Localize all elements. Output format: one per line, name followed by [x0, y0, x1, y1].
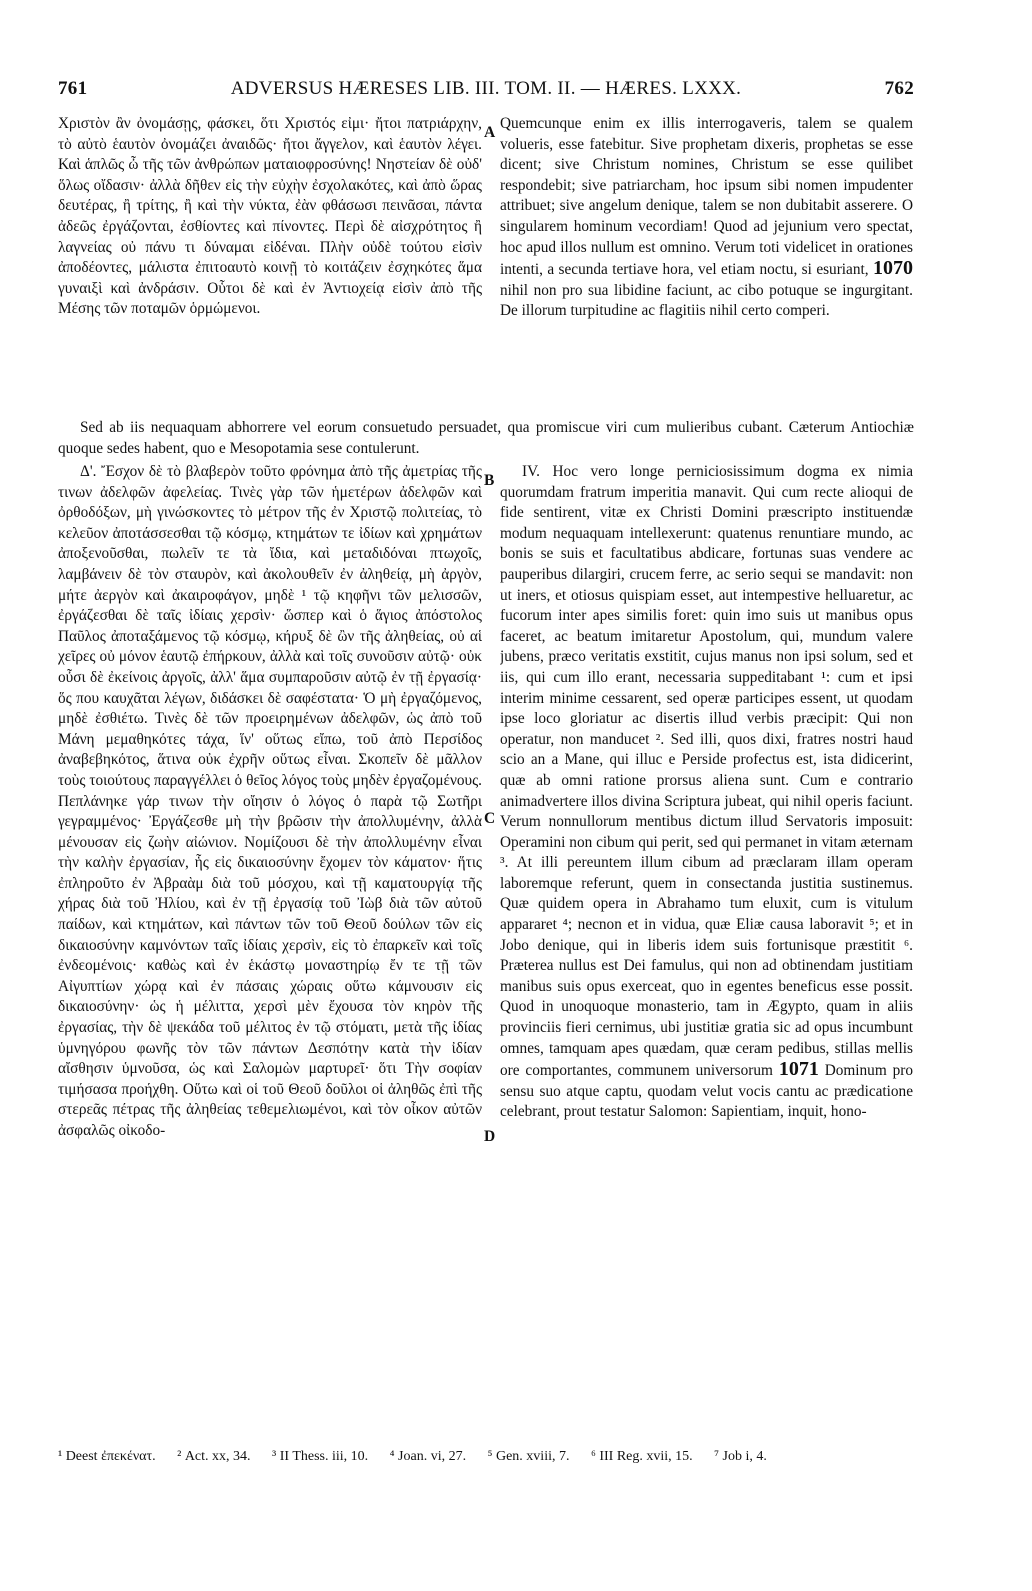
migne-column-number-1071: 1071 — [778, 1058, 819, 1081]
migne-column-number-1070: 1070 — [873, 257, 913, 280]
latin-full-width-paragraph: Sed ab iis nequaquam abhorrere vel eorum consuetudo persuadet, qua promiscue viri cum mulieribus cubant. Cæterum Antiochiæ quoque sedes habent, quo e Mesopotamia sese contulerunt. — [58, 419, 914, 457]
margin-marker-d: D — [484, 1128, 496, 1145]
page-number-right: 762 — [884, 78, 914, 99]
latin-top-text-2: nihil non pro sua libidine faciunt, ac cibo potuque se ingurgitant. De illorum turpitudine ac flagitiis nihil certo comperi. — [500, 281, 913, 320]
latin-main-text-2: Dominum pro sensu suo atque captu, quodam velut vocis cantu ac prædicatione celebrant, prout testatur Salomon: Sapientiam, inquit, hono- — [500, 1062, 913, 1121]
latin-column-top — [500, 114, 913, 416]
latin-main-text-1: IV. Hoc vero longe perniciosissimum dogma ex nimia quorumdam fratrum imperitia manavit. Qui cum recte alioqui de fide sentirent, vitæ ex Christi Domini præscripto instituendæ modum nequaquam intellexerunt: quatenus renuntiare mundo, ac bonis se suis et facultatibus abdicare, fortunas suas vendere ac pauperibus dilargiri, crucem ferre, ac serio sequi se mandavit: non ut iners, et otiosus quispiam esset, aut intempestive helluaretur, ac fucorum inter apes similis foret: quin imo suis ut manibus opus faceret, ac beatum imitaretur Apostolum, qui, mundum valere jubens, præco veritatis exstitit, cujus manus non ipsi solum, sed et iis, qui cum illo erant, necessaria suppeditabant ¹: cum et ipsi interim minime cessarent, sed operæ participes essent, ut quodam ipse loco gloriatur ac disertis illud verbis præcipit: Qui non operatur, non manducet ². Sed illi, quos dixi, fratres nostri haud scio an a Mane, qui illuc e Perside profectus est, ista didicerint, quæ ab omni ratione prorsus aliena sunt. Cum e contrario animadvertere illos divina Scriptura jubeat, qui nihil operis faciunt. Verum nonnullorum mentibus dictum illud Servatoris imposuit: Operamini non cibum qui perit, sed qui permanet in vitam æternam ³. At illi pereuntem illum cibum ad præclaram illam operam laboremque referunt, quem in consectanda justitia sustinemus. Quæ quidem opera in Abrahamo tum eluxit, cum is vitulum appararet ⁴; necnon et in vidua, quæ Eliæ causa laboravit ⁵; et in Jobo denique, qui in liberis idem suis fortunisque præstitit ⁶. Præterea nullus est Dei famulus, qui non ad obtinendam justitiam manibus suis opus exerceat, quo in egentes beneficus esse possit. Quod in unoquoque monasterio, tam in Ægypto, quam in aliis provinciis fieri cernimus, ubi justitiæ gratia sic ad opus incumbunt omnes, tamquam apes quædam, quæ ceram pedibus, stillas mellis ore comportantes, communem universorum — [500, 463, 913, 1080]
running-title: ADVERSUS HÆRESES LIB. III. TOM. II. — HÆRES. LXXX. — [230, 78, 742, 99]
page-number-left: 761 — [58, 78, 88, 99]
margin-marker-b: B — [484, 472, 495, 489]
latin-paragraph-main — [500, 462, 913, 1123]
page-header — [58, 78, 914, 108]
footnote: ⁵ Gen. xviii, 7. — [487, 1449, 570, 1464]
footnote: ⁴ Joan. vi, 27. — [389, 1449, 467, 1464]
footnote: ⁷ Job i, 4. — [714, 1449, 767, 1464]
latin-column-main — [500, 462, 913, 1442]
margin-marker-c: C — [484, 810, 496, 827]
greek-paragraph-main: Δ'. Ἔσχον δὲ τὸ βλαβερὸν τοῦτο φρόνημα ἀπὸ τῆς ἀμετρίας τῆς τινων ἀδελφῶν ἀφελείας. Τινὲς γὰρ τῶν ἡμετέρων ἀδελφῶν καὶ ὀρθοδόξων, μὴ γινώσκοντες τὸ μέτρον τῆς ἐν Χριστῷ πολιτείας, τὸ κελεῦον ἀποτάσσεσθαι τῷ κόσμῳ, κτημάτων τε ἰδίων καὶ χρημάτων ἀποξενοῦσθαι, πωλεῖν τε τὰ ἴδια, καὶ μεταδιδόναι πτωχοῖς, λαμβάνειν δὲ τὸν σταυρὸν, καὶ ἀκολουθεῖν ἐν ἀληθείᾳ, μὴ ἀργὸν, μήτε ἀεργὸν καὶ ἀκαιροφάγον, μηδὲ ¹ τῷ κηφῆνι τῶν μελισσῶν, ἐργάζεσθαι δὲ ταῖς ἰδίαις χερσὶν· ὥσπερ καὶ ὁ ἅγιος ἀπόστολος Παῦλος ἀποταξάμενος τῷ κόσμῳ, κήρυξ δὲ ὢν τῆς ἀληθείας, οὐ αἱ χεῖρες οὐ μόνον ἑαυτῷ ἐπήρκουν, ἀλλὰ καὶ τοῖς συνοῦσιν αὐτῷ· οὐκ οὖσι δὲ ἐκείνοις ἀργοῖς, ἀλλ' ἅμα συμπαροῦσιν αὐτῷ ἐν τῇ ἐργασίᾳ· ὅς που καυχᾶται λέγων, διδάσκει δὲ σαφέστατα· Ὁ μὴ ἐργαζόμενος, μηδὲ ἐσθιέτω. Τινὲς δὲ τῶν προειρημένων ἀδελφῶν, ὡς ἀπὸ τοῦ Μάνη μεμαθηκότες τάχα, ἵν' οὕτως εἴπω, τοῦ ἀπὸ Περσίδος ἀναβεβηκότος, ἅτινα οὐκ ἐχρῆν οὕτως εἶναι. Σκοπεῖν δὲ μᾶλλον τοὺς τοιούτους παραγγέλλει ὁ θεῖος λόγος τοὺς μηδὲν ἐργαζομένους. Πεπλάνηκε γάρ τινων τὴν οἴησιν ὁ λόγος ὁ παρὰ τῷ Σωτῆρι γεγραμμένος· Ἐργάζεσθε μὴ τὴν βρῶσιν τὴν ἀπολλυμένην, ἀλλὰ μένουσαν εἰς ζωὴν αἰώνιον. Νομίζουσι δὲ τὴν ἀπολλυμένην εἶναι τὴν καλὴν ἐργασίαν, ἧς εἰς δικαιοσύνην ἔχομεν τὸν κάματον· ἥτις ἐπληροῦτο ἐν Ἀβραὰμ διὰ τοῦ μόσχου, καὶ τῇ καματουργίᾳ τῆς χήρας διὰ τοῦ Ἠλίου, καὶ ἐν τῇ ἐργασίᾳ τοῦ Ἰὼβ διὰ τῶν αὐτοῦ παίδων, καὶ κτημάτων, καὶ πάντων τῶν τοῦ Θεοῦ δούλων τῶν εἰς δικαιοσύνην καμνόντων ταῖς ἰδίαις χερσὶν, εἰς τὸ ἐπαρκεῖν καὶ τοῖς ἐνδεομένοις· καθὼς καὶ ἐν ἑκάστῳ μοναστηρίῳ ἔν τε τῇ τῶν Αἰγυπτίων χώρᾳ καὶ ἐν πάσαις χώραις οὕτω κάμνουσιν εἰς δικαιοσύνην· ὡς ἡ μέλιττα, χερσὶ μὲν ἔχουσα τὸν κηρὸν τῆς ἐργασίας, τὴν δὲ ψεκάδα τοῦ μέλιτος ἐν τῷ στόματι, μετὰ τῆς ἰδίας ὑμνηγόρου φωνῆς τὸν τῶν πάντων Δεσπότην κατὰ τὴν ἰδίαν αἴσθησιν ὑμνοῦσα, ὡς καὶ Σαλομὼν μαρτυρεῖ· ὅτι Τὴν σοφίαν τιμήσασα προήχθη. Οὕτω καὶ οἱ τοῦ Θεοῦ δοῦλοι οἱ ἀληθῶς ἐπὶ τῆς στερεᾶς πέτρας τῆς ἀληθείας τεθεμελιωμένοι, καὶ τὸν οἶκον αὐτῶν ἀσφαλῶς οἰκοδο- — [58, 463, 482, 1139]
footnote: ² Act. xx, 34. — [177, 1449, 251, 1464]
footnote: ³ II Thess. iii, 10. — [272, 1449, 369, 1464]
greek-column-main — [58, 462, 482, 1442]
footnotes — [58, 1448, 914, 1466]
footnote: ⁶ III Reg. xvii, 15. — [590, 1449, 693, 1464]
greek-column-top — [58, 114, 482, 416]
latin-top-text-1: Quemcunque enim ex illis interrogaveris, talem se qualem volueris, esse fatebitur. Sive prophetam dixeris, prophetas se esse dicent; sive Christum nomines, Christum se esse quilibet respondebit; sive patriarcham, hoc ipsum sibi nomen impudenter attribuet; sive angelum denique, talem se non dubitabit asserere. O singularem hominum vecordiam! Quod ad jejunium vero spectat, hoc apud illos nullum est omnino. Verum toti videlicet in orationes intenti, a secunda tertiave hora, vel etiam noctu, si esuriant, — [500, 115, 913, 279]
greek-paragraph-top: Χριστὸν ἂν ὀνομάσῃς, φάσκει, ὅτι Χριστός εἰμι· ἤτοι πατριάρχην, τὸ αὐτὸ ἑαυτὸν ὀνομάζει ἀναιδῶς· ἤτοι ἄγγελον, καὶ ἑαυτὸν λέγει. Καὶ ἁπλῶς ὦ τῆς τῶν ἀνθρώπων ματαιοφροσύνης! Νηστείαν δὲ οὐδ' ὅλως οἴδασιν· ἀλλὰ δῆθεν εἰς τὴν εὐχὴν ἐσχολακότες, καὶ ἀπὸ ὥρας δευτέρας, ἢ τρίτης, ἢ καὶ τὴν νύκτα, ἐὰν φθάσωσι πεινᾶσαι, πάντα ἀδεῶς ἐργάζονται, ἐσθίοντες καὶ πίνοντες. Περὶ δὲ αἰσχρότητος ἢ λαγνείας οὐ πάνυ τι δύναμαι εἰδέναι. Πλὴν οὐδὲ τούτου εἰσὶν ἀποδέοντες, μάλιστα ἐπιτοαυτὸ κοινῇ τὸ κοιτάζειν ἐσχηκότες ἅμα γυναιξὶ καὶ ἀνδράσιν. Οὗτοι δὲ καὶ ἐν Ἀντιοχείᾳ εἰσὶν ἀπὸ τῆς Μέσης τῶν ποταμῶν ὁρμώμενοι. — [58, 115, 482, 318]
latin-paragraph-top — [500, 114, 913, 322]
footnote: ¹ Deest ἐπεκένατ. — [58, 1449, 156, 1464]
margin-marker-a: A — [484, 124, 496, 141]
